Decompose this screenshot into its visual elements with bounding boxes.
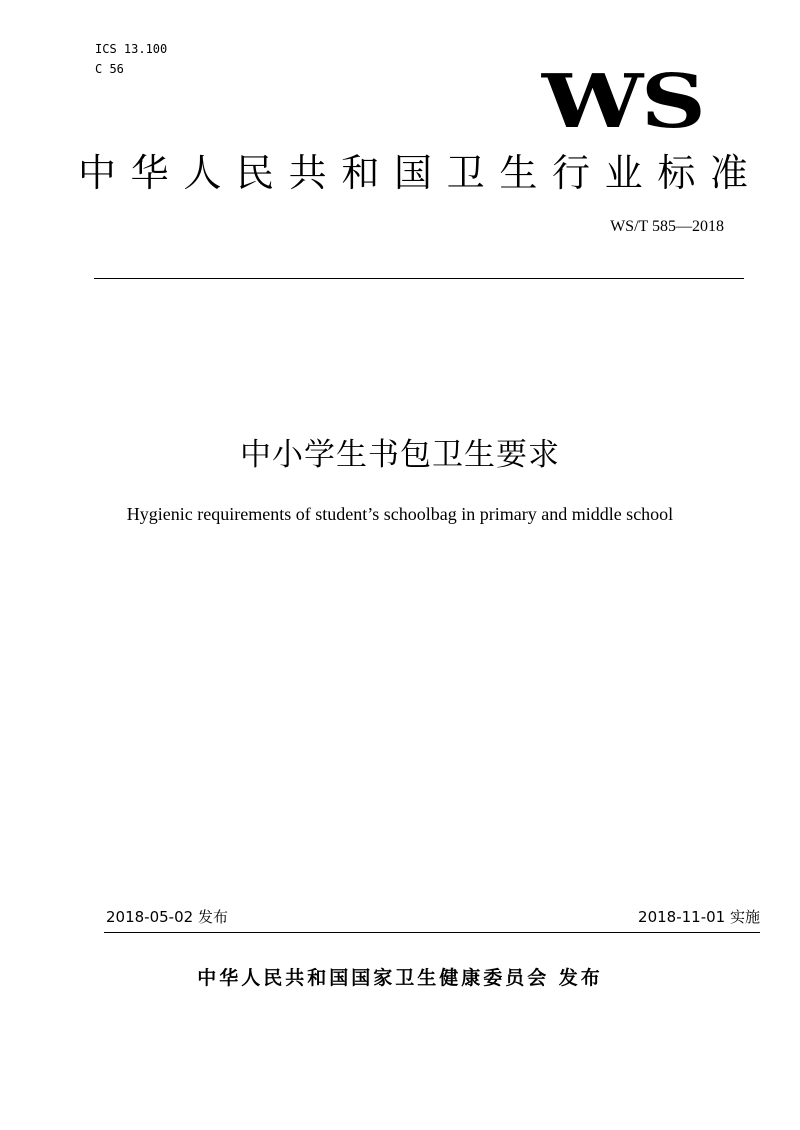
- issuing-authority: 中华人民共和国国家卫生健康委员会 发布: [197, 967, 603, 989]
- ics-code: ICS 13.100: [95, 42, 168, 56]
- ccs-code: C 56: [95, 62, 124, 76]
- standard-category-title: 中华人民共和国卫生行业标准: [78, 151, 758, 195]
- standard-number: WS/T 585—2018: [610, 218, 724, 235]
- ws-logo: WS: [542, 59, 704, 145]
- document-title-chinese: 中小学生书包卫生要求: [240, 437, 560, 473]
- release-date: 2018-05-02 发布: [106, 908, 228, 926]
- header-divider: [94, 278, 744, 279]
- document-title-english: Hygienic requirements of student’s schoolbag in primary and middle school: [126, 504, 674, 524]
- footer-divider: [104, 932, 760, 933]
- effective-date: 2018-11-01 实施: [638, 908, 760, 926]
